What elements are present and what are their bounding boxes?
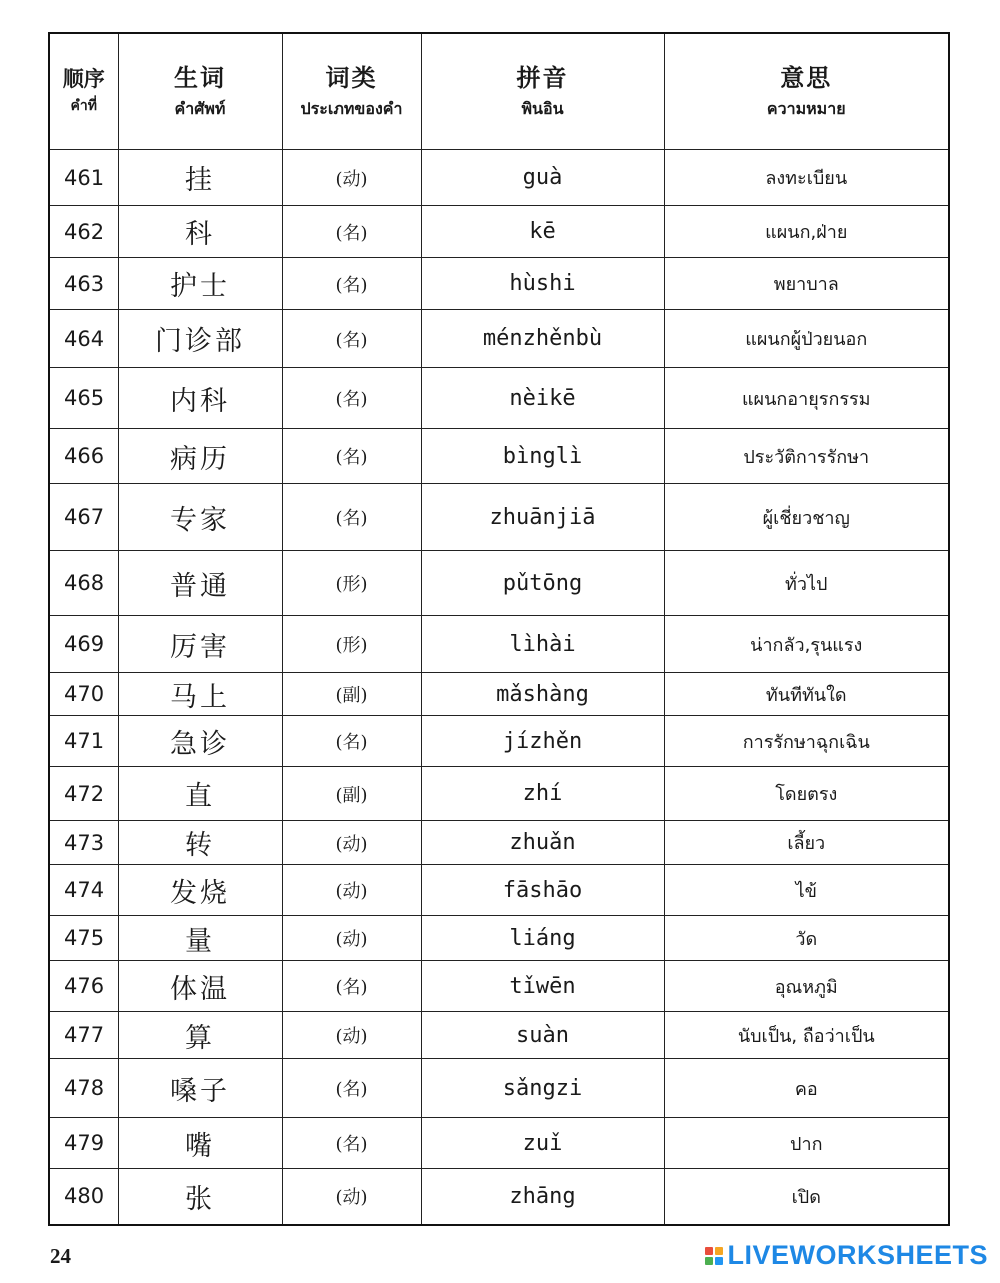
row-number: 471: [49, 716, 118, 767]
row-pinyin: liáng: [421, 916, 664, 961]
header-meaning-th: ความหมาย: [766, 98, 846, 118]
row-word: 挂: [118, 150, 282, 206]
header-order-th: คำที่: [70, 98, 97, 115]
header-pinyin-th: พินอิน: [521, 98, 564, 118]
row-word: 专家: [118, 484, 282, 551]
row-meaning: เลี้ยว: [664, 821, 949, 865]
row-meaning: แผนกผู้ป่วยนอก: [664, 310, 949, 368]
logo-square-red: [705, 1247, 713, 1255]
table-row: [49, 429, 949, 484]
table-row: [49, 673, 949, 716]
row-part-of-speech: (名): [282, 1059, 421, 1118]
row-word: 门诊部: [118, 310, 282, 368]
row-number: 470: [49, 673, 118, 716]
row-number: 465: [49, 368, 118, 429]
row-pinyin: zhí: [421, 767, 664, 821]
vocabulary-table: [48, 32, 950, 1226]
row-pinyin: zhuǎn: [421, 821, 664, 865]
row-meaning: ทั่วไป: [664, 551, 949, 616]
row-number: 473: [49, 821, 118, 865]
header-meaning: [664, 33, 949, 150]
row-word: 急诊: [118, 716, 282, 767]
row-pinyin: hùshi: [421, 258, 664, 310]
header-order-cn: 顺序: [62, 67, 105, 92]
header-pos-cn: 词类: [325, 63, 378, 92]
header-pos-th: ประเภทของคำ: [300, 98, 403, 118]
row-word: 算: [118, 1012, 282, 1059]
row-meaning: ลงทะเบียน: [664, 150, 949, 206]
header-word: [118, 33, 282, 150]
row-word: 直: [118, 767, 282, 821]
row-part-of-speech: (名): [282, 258, 421, 310]
row-number: 466: [49, 429, 118, 484]
row-meaning: น่ากลัว,รุนแรง: [664, 616, 949, 673]
header-pinyin: [421, 33, 664, 150]
row-meaning: โดยตรง: [664, 767, 949, 821]
row-part-of-speech: (动): [282, 821, 421, 865]
table-row: [49, 1059, 949, 1118]
header-pos: [282, 33, 421, 150]
row-word: 护士: [118, 258, 282, 310]
row-number: 462: [49, 206, 118, 258]
table-row: [49, 368, 949, 429]
row-part-of-speech: (副): [282, 767, 421, 821]
row-part-of-speech: (名): [282, 310, 421, 368]
row-number: 478: [49, 1059, 118, 1118]
row-pinyin: zuǐ: [421, 1118, 664, 1169]
row-part-of-speech: (形): [282, 616, 421, 673]
table-row: [49, 551, 949, 616]
row-pinyin: tǐwēn: [421, 961, 664, 1012]
row-part-of-speech: (名): [282, 368, 421, 429]
row-number: 479: [49, 1118, 118, 1169]
table-row: [49, 767, 949, 821]
row-word: 科: [118, 206, 282, 258]
row-meaning: ทันทีทันใด: [664, 673, 949, 716]
table-row: [49, 616, 949, 673]
table-row: [49, 961, 949, 1012]
header-order: [49, 33, 118, 150]
row-word: 嗓子: [118, 1059, 282, 1118]
header-word-th: คำศัพท์: [174, 98, 226, 118]
row-word: 普通: [118, 551, 282, 616]
row-meaning: ไข้: [664, 865, 949, 916]
row-number: 477: [49, 1012, 118, 1059]
row-meaning: นับเป็น, ถือว่าเป็น: [664, 1012, 949, 1059]
row-pinyin: fāshāo: [421, 865, 664, 916]
header-word-cn: 生词: [174, 63, 226, 92]
row-part-of-speech: (名): [282, 429, 421, 484]
row-pinyin: zhuānjiā: [421, 484, 664, 551]
row-part-of-speech: (名): [282, 716, 421, 767]
table-row: [49, 1012, 949, 1059]
page-number: 24: [50, 1244, 71, 1268]
row-word: 张: [118, 1169, 282, 1225]
row-meaning: แผนก,ฝ่าย: [664, 206, 949, 258]
row-part-of-speech: (副): [282, 673, 421, 716]
row-number: 469: [49, 616, 118, 673]
table-row: [49, 716, 949, 767]
row-word: 嘴: [118, 1118, 282, 1169]
row-pinyin: zhāng: [421, 1169, 664, 1225]
row-number: 461: [49, 150, 118, 206]
row-word: 发烧: [118, 865, 282, 916]
row-pinyin: suàn: [421, 1012, 664, 1059]
row-part-of-speech: (动): [282, 1012, 421, 1059]
row-part-of-speech: (名): [282, 484, 421, 551]
header-meaning-cn: 意思: [780, 63, 833, 92]
table-row: [49, 1169, 949, 1225]
header-pinyin-cn: 拼音: [516, 63, 569, 92]
row-pinyin: bìnglì: [421, 429, 664, 484]
table-row: [49, 865, 949, 916]
row-word: 厉害: [118, 616, 282, 673]
row-part-of-speech: (名): [282, 1118, 421, 1169]
table-row: [49, 916, 949, 961]
row-meaning: ปาก: [664, 1118, 949, 1169]
row-word: 马上: [118, 673, 282, 716]
row-number: 475: [49, 916, 118, 961]
row-word: 内科: [118, 368, 282, 429]
brand-text: LIVEWORKSHEETS: [727, 1240, 988, 1270]
row-meaning: อุณหภูมิ: [664, 961, 949, 1012]
row-part-of-speech: (动): [282, 916, 421, 961]
row-pinyin: jízhěn: [421, 716, 664, 767]
row-meaning: พยาบาล: [664, 258, 949, 310]
row-number: 480: [49, 1169, 118, 1225]
row-pinyin: lìhài: [421, 616, 664, 673]
row-meaning: การรักษาฉุกเฉิน: [664, 716, 949, 767]
row-meaning: เปิด: [664, 1169, 949, 1225]
row-pinyin: kē: [421, 206, 664, 258]
row-pinyin: nèikē: [421, 368, 664, 429]
row-number: 468: [49, 551, 118, 616]
row-number: 474: [49, 865, 118, 916]
row-part-of-speech: (动): [282, 865, 421, 916]
row-part-of-speech: (动): [282, 1169, 421, 1225]
table-row: [49, 310, 949, 368]
table-row: [49, 484, 949, 551]
liveworksheets-logo-icon: [705, 1247, 723, 1265]
table-row: [49, 150, 949, 206]
row-pinyin: ménzhěnbù: [421, 310, 664, 368]
row-meaning: ผู้เชี่ยวชาญ: [664, 484, 949, 551]
row-number: 472: [49, 767, 118, 821]
row-number: 464: [49, 310, 118, 368]
vocabulary-body: [49, 150, 949, 1225]
row-word: 量: [118, 916, 282, 961]
table-row: [49, 258, 949, 310]
row-meaning: คอ: [664, 1059, 949, 1118]
logo-square-orange: [715, 1247, 723, 1255]
row-number: 463: [49, 258, 118, 310]
row-part-of-speech: (动): [282, 150, 421, 206]
row-pinyin: pǔtōng: [421, 551, 664, 616]
row-meaning: ประวัติการรักษา: [664, 429, 949, 484]
table-row: [49, 1118, 949, 1169]
logo-square-blue: [715, 1257, 723, 1265]
row-meaning: วัด: [664, 916, 949, 961]
row-pinyin: mǎshàng: [421, 673, 664, 716]
row-part-of-speech: (名): [282, 961, 421, 1012]
row-number: 476: [49, 961, 118, 1012]
row-word: 体温: [118, 961, 282, 1012]
header-row: [49, 33, 949, 150]
row-meaning: แผนกอายุรกรรม: [664, 368, 949, 429]
row-pinyin: sǎngzi: [421, 1059, 664, 1118]
row-part-of-speech: (形): [282, 551, 421, 616]
row-pinyin: guà: [421, 150, 664, 206]
row-word: 转: [118, 821, 282, 865]
logo-square-green: [705, 1257, 713, 1265]
table-row: [49, 821, 949, 865]
row-number: 467: [49, 484, 118, 551]
table-row: [49, 206, 949, 258]
row-word: 病历: [118, 429, 282, 484]
liveworksheets-brand[interactable]: [705, 1240, 988, 1271]
row-part-of-speech: (名): [282, 206, 421, 258]
